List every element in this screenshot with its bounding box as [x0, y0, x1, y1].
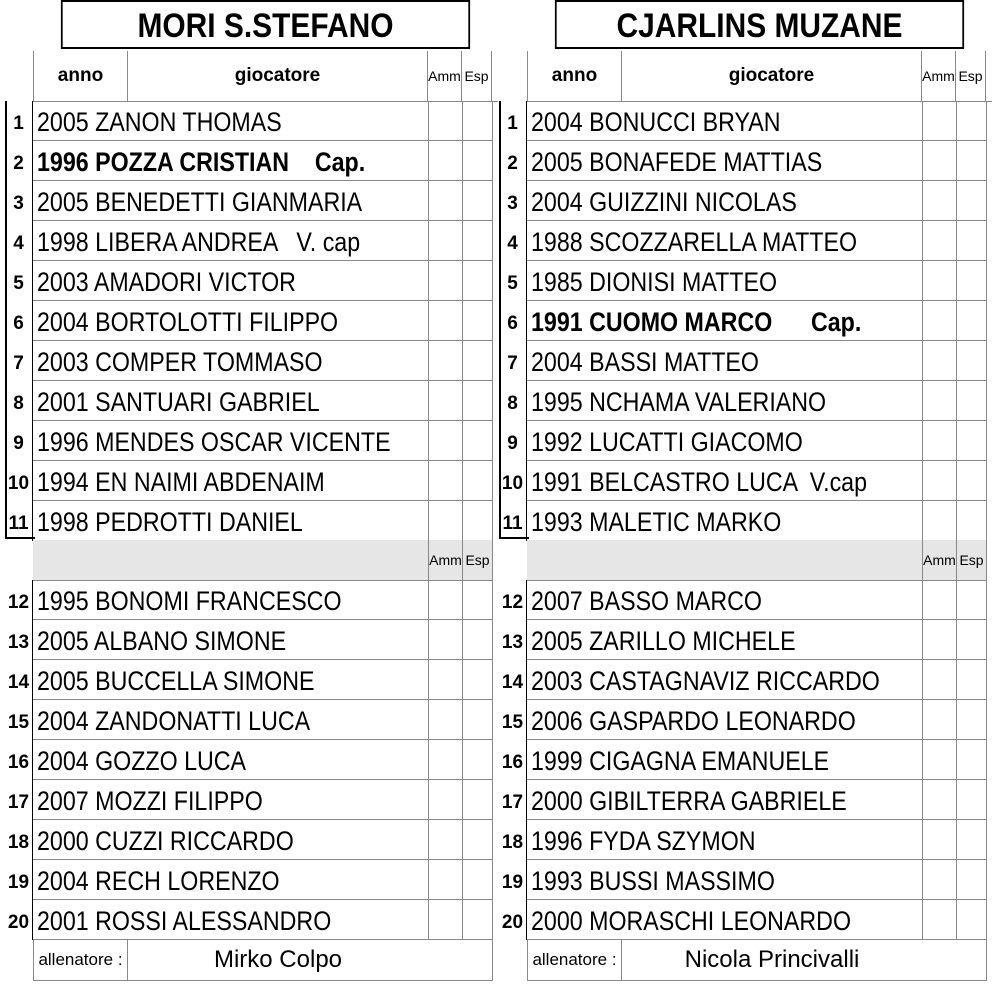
- esp-cell: [462, 900, 493, 940]
- column-header-giocatore: giocatore: [622, 51, 922, 101]
- player-number: 16: [5, 740, 33, 780]
- player-text: 2000 GIBILTERRA GABRIELE: [531, 786, 847, 816]
- player-row: [5, 580, 493, 620]
- amm-cell: [922, 620, 956, 660]
- amm-cell: [428, 381, 462, 421]
- player-number: 5: [5, 261, 33, 301]
- player-text: 2003 AMADORI VICTOR: [37, 267, 296, 297]
- player-number: 4: [499, 221, 527, 261]
- reserves-header-row: [33, 540, 493, 581]
- esp-cell: [956, 261, 987, 301]
- player-text: 2005 BONAFEDE MATTIAS: [531, 147, 823, 177]
- esp-cell: [956, 461, 987, 501]
- player-name-cell: [33, 461, 428, 501]
- amm-cell: [428, 461, 462, 501]
- player-row: [499, 780, 987, 820]
- column-header-amm: Amm: [922, 51, 956, 101]
- player-name-cell: [33, 221, 428, 261]
- player-row: [5, 860, 493, 900]
- player-name-cell: [527, 700, 922, 740]
- esp-cell: [956, 700, 987, 740]
- esp-cell: [956, 900, 987, 940]
- player-text: 2007 BASSO MARCO: [531, 586, 763, 616]
- player-text: 2004 ZANDONATTI LUCA: [37, 706, 311, 736]
- esp-cell: [956, 501, 987, 541]
- player-text: 1995 NCHAMA VALERIANO: [531, 387, 827, 417]
- column-header-row: [33, 51, 498, 102]
- player-text: 1995 BONOMI FRANCESCO: [37, 586, 342, 616]
- esp-cell: [956, 740, 987, 780]
- amm-cell: [922, 461, 956, 501]
- amm-cell: [922, 181, 956, 221]
- column-header-amm: Amm: [428, 51, 462, 101]
- player-name-cell: [527, 181, 922, 221]
- esp-cell: [462, 101, 493, 141]
- player-row: [499, 141, 987, 181]
- player-name-cell: [33, 101, 428, 141]
- amm-cell: [428, 780, 462, 820]
- amm-cell: [922, 381, 956, 421]
- player-number: 15: [499, 700, 527, 740]
- player-text: 2001 ROSSI ALESSANDRO: [37, 906, 332, 936]
- amm-cell: [428, 421, 462, 461]
- esp-cell: [462, 780, 493, 820]
- coach-row: [527, 940, 987, 981]
- player-row: [5, 900, 493, 940]
- player-name-cell: [33, 620, 428, 660]
- player-text: 1996 FYDA SZYMON: [531, 826, 756, 856]
- player-number: 12: [499, 580, 527, 620]
- player-name-cell: [527, 341, 922, 381]
- coach-name: Nicola Princivalli: [684, 946, 860, 973]
- player-name-cell: [527, 461, 922, 501]
- player-name-cell: [33, 780, 428, 820]
- player-row: [5, 381, 493, 421]
- player-row: [5, 101, 493, 141]
- amm-cell: [428, 660, 462, 700]
- player-name-cell: [527, 660, 922, 700]
- player-text: 1998 PEDROTTI DANIEL: [37, 507, 303, 537]
- player-name-cell: [527, 221, 922, 261]
- player-name-cell: [33, 261, 428, 301]
- amm-cell: [922, 101, 956, 141]
- coach-label: allenatore :: [527, 940, 622, 980]
- player-text: 2004 BONUCCI BRYAN: [531, 107, 781, 137]
- player-number: 15: [5, 700, 33, 740]
- player-number: 19: [499, 860, 527, 900]
- player-name-cell: [527, 740, 922, 780]
- player-text: 2004 RECH LORENZO: [37, 866, 280, 896]
- player-number: 8: [499, 381, 527, 421]
- player-name-cell: [527, 101, 922, 141]
- amm-cell: [428, 221, 462, 261]
- player-number: 5: [499, 261, 527, 301]
- amm-cell: [922, 301, 956, 341]
- esp-cell: [956, 141, 987, 181]
- player-text: 1985 DIONISI MATTEO: [531, 267, 778, 297]
- esp-cell: [462, 341, 493, 381]
- coach-row-border: [986, 940, 987, 980]
- column-header-esp: Esp: [956, 51, 986, 101]
- player-row: [499, 221, 987, 261]
- player-text: 2001 SANTUARI GABRIEL: [37, 387, 320, 417]
- player-number: 20: [499, 900, 527, 940]
- esp-cell: [462, 580, 493, 620]
- player-name-cell: [527, 860, 922, 900]
- player-name-cell: [33, 740, 428, 780]
- player-row: [499, 381, 987, 421]
- player-number: 17: [5, 780, 33, 820]
- player-row: [5, 780, 493, 820]
- esp-cell: [462, 461, 493, 501]
- player-name-cell: [33, 141, 428, 181]
- amm-cell: [428, 181, 462, 221]
- esp-cell: [956, 301, 987, 341]
- esp-cell: [462, 261, 493, 301]
- esp-cell: [956, 181, 987, 221]
- amm-cell: [922, 501, 956, 541]
- player-name-cell: [33, 341, 428, 381]
- player-row: [499, 660, 987, 700]
- player-text: 1993 MALETIC MARKO: [531, 507, 782, 537]
- amm-cell: [428, 341, 462, 381]
- player-text: 2007 MOZZI FILIPPO: [37, 786, 263, 816]
- reserves-header-amm: Amm: [428, 540, 462, 580]
- reserves-header-amm: Amm: [922, 540, 956, 580]
- player-text: 1996 POZZA CRISTIAN Cap.: [37, 147, 366, 177]
- player-text: 2004 BASSI MATTEO: [531, 347, 759, 377]
- esp-cell: [462, 301, 493, 341]
- player-text: 2000 MORASCHI LEONARDO: [531, 906, 852, 936]
- player-text: 2005 ZANON THOMAS: [37, 107, 282, 137]
- player-number: 4: [5, 221, 33, 261]
- player-text: 2005 ZARILLO MICHELE: [531, 626, 796, 656]
- coach-row: [33, 940, 493, 981]
- esp-cell: [956, 341, 987, 381]
- player-name-cell: [33, 421, 428, 461]
- team-sheet-left: [5, 0, 490, 980]
- player-name-cell: [527, 421, 922, 461]
- coach-label: allenatore :: [33, 940, 128, 980]
- amm-cell: [428, 700, 462, 740]
- player-number: 7: [499, 341, 527, 381]
- esp-cell: [462, 221, 493, 261]
- team-title: CJARLINS MUZANE: [555, 0, 964, 49]
- player-row: [5, 740, 493, 780]
- player-name-cell: [527, 501, 922, 541]
- amm-cell: [922, 421, 956, 461]
- team-title: MORI S.STEFANO: [61, 0, 470, 49]
- player-row: [5, 700, 493, 740]
- player-number: 2: [5, 141, 33, 181]
- reserves-header-esp: Esp: [956, 540, 987, 580]
- player-name-cell: [527, 261, 922, 301]
- player-number: 13: [5, 620, 33, 660]
- player-row: [5, 301, 493, 341]
- player-name-cell: [527, 900, 922, 940]
- amm-cell: [922, 700, 956, 740]
- player-text: 2005 BENEDETTI GIANMARIA: [37, 187, 363, 217]
- amm-cell: [922, 141, 956, 181]
- amm-cell: [428, 820, 462, 860]
- player-name-cell: [527, 780, 922, 820]
- coach-name: Mirko Colpo: [213, 946, 343, 973]
- player-text: 2005 ALBANO SIMONE: [37, 626, 287, 656]
- player-name-cell: [33, 860, 428, 900]
- player-text: 1988 SCOZZARELLA MATTEO: [531, 227, 858, 257]
- amm-cell: [428, 900, 462, 940]
- player-row: [5, 341, 493, 381]
- player-text: 1991 BELCASTRO LUCA V.cap: [531, 467, 868, 497]
- column-header-anno: anno: [33, 51, 128, 101]
- player-number: 18: [499, 820, 527, 860]
- amm-cell: [922, 900, 956, 940]
- player-row: [499, 740, 987, 780]
- amm-cell: [922, 221, 956, 261]
- player-name-cell: [33, 900, 428, 940]
- player-number: 12: [5, 580, 33, 620]
- player-name-cell: [527, 620, 922, 660]
- amm-cell: [428, 141, 462, 181]
- esp-cell: [462, 181, 493, 221]
- esp-cell: [956, 620, 987, 660]
- team-sheet-right: [499, 0, 984, 980]
- player-number: 9: [5, 421, 33, 461]
- player-text: 1996 MENDES OSCAR VICENTE: [37, 427, 391, 457]
- player-row: [5, 261, 493, 301]
- coach-row-border: [492, 940, 493, 980]
- esp-cell: [956, 660, 987, 700]
- player-row: [499, 580, 987, 620]
- player-name-cell: [527, 820, 922, 860]
- esp-cell: [462, 381, 493, 421]
- player-number: 3: [499, 181, 527, 221]
- player-number: 16: [499, 740, 527, 780]
- amm-cell: [922, 740, 956, 780]
- esp-cell: [462, 141, 493, 181]
- player-number: 8: [5, 381, 33, 421]
- player-row: [499, 261, 987, 301]
- player-name-cell: [33, 501, 428, 541]
- esp-cell: [462, 740, 493, 780]
- esp-cell: [956, 221, 987, 261]
- player-text: 1998 LIBERA ANDREA V. cap: [37, 227, 361, 257]
- player-name-cell: [33, 580, 428, 620]
- esp-cell: [956, 421, 987, 461]
- amm-cell: [922, 341, 956, 381]
- player-row: [499, 900, 987, 940]
- player-row: [499, 461, 987, 501]
- player-name-cell: [527, 381, 922, 421]
- reserves-header-esp: Esp: [462, 540, 493, 580]
- player-text: 1999 CIGAGNA EMANUELE: [531, 746, 830, 776]
- player-row: [499, 341, 987, 381]
- column-header-anno: anno: [527, 51, 622, 101]
- amm-cell: [428, 101, 462, 141]
- esp-cell: [462, 660, 493, 700]
- player-row: [5, 421, 493, 461]
- player-number: 6: [499, 301, 527, 341]
- esp-cell: [956, 820, 987, 860]
- player-text: 2005 BUCCELLA SIMONE: [37, 666, 315, 696]
- amm-cell: [428, 501, 462, 541]
- player-text: 1992 LUCATTI GIACOMO: [531, 427, 803, 457]
- amm-cell: [428, 740, 462, 780]
- player-text: 2003 CASTAGNAVIZ RICCARDO: [531, 666, 880, 696]
- esp-cell: [956, 780, 987, 820]
- player-number: 6: [5, 301, 33, 341]
- amm-cell: [428, 301, 462, 341]
- amm-cell: [922, 820, 956, 860]
- amm-cell: [922, 261, 956, 301]
- player-row: [499, 860, 987, 900]
- esp-cell: [462, 620, 493, 660]
- player-text: 1994 EN NAIMI ABDENAIM: [37, 467, 325, 497]
- player-text: 2004 BORTOLOTTI FILIPPO: [37, 307, 339, 337]
- player-number: 1: [5, 101, 33, 141]
- player-name-cell: [33, 700, 428, 740]
- player-row: [499, 101, 987, 141]
- amm-cell: [428, 620, 462, 660]
- player-row: [5, 501, 493, 541]
- player-row: [5, 141, 493, 181]
- amm-cell: [922, 660, 956, 700]
- player-row: [5, 221, 493, 261]
- amm-cell: [428, 860, 462, 900]
- esp-cell: [956, 580, 987, 620]
- player-number: 14: [499, 660, 527, 700]
- esp-cell: [462, 501, 493, 541]
- player-row: [499, 820, 987, 860]
- player-name-cell: [527, 301, 922, 341]
- amm-cell: [922, 580, 956, 620]
- column-header-row: [527, 51, 992, 102]
- player-number: 3: [5, 181, 33, 221]
- amm-cell: [428, 580, 462, 620]
- player-number: 11: [499, 501, 527, 541]
- esp-cell: [462, 421, 493, 461]
- player-row: [499, 181, 987, 221]
- player-number: 10: [5, 461, 33, 501]
- player-row: [499, 700, 987, 740]
- player-number: 13: [499, 620, 527, 660]
- player-name-cell: [33, 820, 428, 860]
- player-text: 2003 COMPER TOMMASO: [37, 347, 323, 377]
- player-number: 17: [499, 780, 527, 820]
- player-number: 2: [499, 141, 527, 181]
- esp-cell: [956, 381, 987, 421]
- player-row: [5, 660, 493, 700]
- player-number: 14: [5, 660, 33, 700]
- player-number: 18: [5, 820, 33, 860]
- column-header-esp: Esp: [462, 51, 492, 101]
- player-row: [5, 620, 493, 660]
- player-name-cell: [33, 660, 428, 700]
- player-text: 2000 CUZZI RICCARDO: [37, 826, 294, 856]
- column-header-giocatore: giocatore: [128, 51, 428, 101]
- player-number: 19: [5, 860, 33, 900]
- player-text: 2004 GOZZO LUCA: [37, 746, 247, 776]
- esp-cell: [462, 860, 493, 900]
- esp-cell: [462, 700, 493, 740]
- player-row: [499, 501, 987, 541]
- player-number: 7: [5, 341, 33, 381]
- esp-cell: [956, 860, 987, 900]
- player-number: 9: [499, 421, 527, 461]
- player-number: 10: [499, 461, 527, 501]
- player-row: [5, 181, 493, 221]
- player-name-cell: [527, 141, 922, 181]
- player-number: 20: [5, 900, 33, 940]
- player-row: [499, 620, 987, 660]
- player-name-cell: [527, 580, 922, 620]
- esp-cell: [956, 101, 987, 141]
- amm-cell: [922, 860, 956, 900]
- player-row: [499, 301, 987, 341]
- player-name-cell: [33, 181, 428, 221]
- esp-cell: [462, 820, 493, 860]
- amm-cell: [428, 261, 462, 301]
- reserves-header-row: [527, 540, 987, 581]
- amm-cell: [922, 780, 956, 820]
- player-text: 2004 GUIZZINI NICOLAS: [531, 187, 797, 217]
- player-row: [499, 421, 987, 461]
- player-text: 2006 GASPARDO LEONARDO: [531, 706, 856, 736]
- player-row: [5, 461, 493, 501]
- player-number: 11: [5, 501, 33, 541]
- player-text: 1991 CUOMO MARCO Cap.: [531, 307, 862, 337]
- player-name-cell: [33, 301, 428, 341]
- player-number: 1: [499, 101, 527, 141]
- player-row: [5, 820, 493, 860]
- player-text: 1993 BUSSI MASSIMO: [531, 866, 775, 896]
- player-name-cell: [33, 381, 428, 421]
